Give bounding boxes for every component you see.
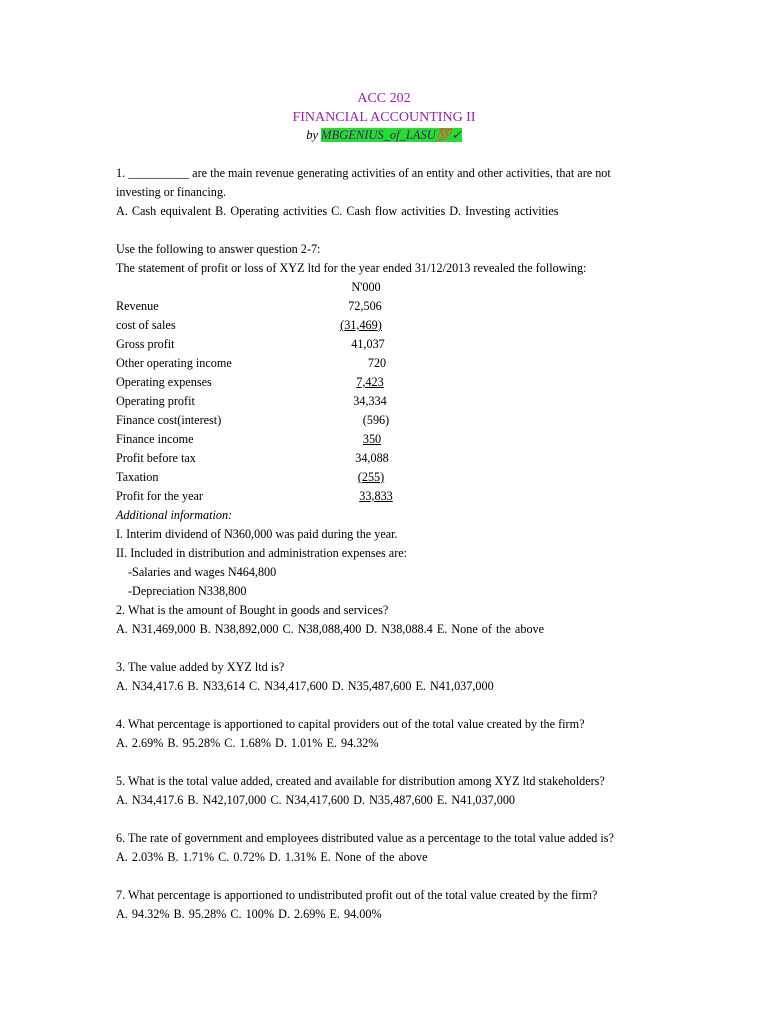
- additional-i: I. Interim dividend of N360,000 was paid during the year.: [116, 527, 398, 541]
- additional-salaries: -Salaries and wages N464,800: [128, 565, 277, 579]
- statement-value-profit-before-tax: 34,088: [355, 451, 389, 465]
- question-6: 6. The rate of government and employees distributed value as a percentage to the total value added is?: [116, 831, 614, 845]
- statement-label-operating-profit: Operating profit: [116, 394, 195, 408]
- statement-value-finance-cost: (596): [362, 413, 390, 427]
- course-code: ACC 202: [357, 91, 411, 106]
- statement-value-gross-profit: 41,037: [351, 337, 385, 351]
- statement-value-cost-of-sales: (31,469): [340, 318, 382, 332]
- question-3: 3. The value added by XYZ ltd is?: [116, 660, 285, 674]
- question-4-options: A. 2.69% B. 95.28% C. 1.68% D. 1.01% E. 94.32%: [116, 736, 379, 750]
- additional-ii: II. Included in distribution and administration expenses are:: [116, 546, 408, 560]
- statement-label-profit-for-year: Profit for the year: [116, 489, 203, 503]
- author-name: MBGENIUS_of_LASU: [321, 128, 436, 142]
- statement-label-taxation: Taxation: [116, 470, 159, 484]
- question-6-options: A. 2.03% B. 1.71% C. 0.72% D. 1.31% E. None of the above: [116, 850, 428, 864]
- statement-label-gross-profit: Gross profit: [116, 337, 175, 351]
- question-3-options: A. N34,417.6 B. N33,614 C. N34,417,600 D. N35,487,600 E. N41,037,000: [116, 679, 494, 693]
- statement-label-profit-before-tax: Profit before tax: [116, 451, 196, 465]
- question-7-options: A. 94.32% B. 95.28% C. 100% D. 2.69% E. 94.00%: [116, 907, 382, 921]
- question-7: 7. What percentage is apportioned to undistributed profit out of the total value created by the firm?: [116, 888, 598, 902]
- statement-value-revenue: 72,506: [348, 299, 382, 313]
- q1-options: A. Cash equivalent B. Operating activities C. Cash flow activities D. Investing activities: [116, 204, 559, 218]
- q1-line1: 1. __________ are the main revenue generating activities of an entity and other activities, that are not: [116, 166, 611, 180]
- statement-value-taxation: (255): [357, 470, 385, 484]
- byline: [0, 127, 768, 143]
- question-5: 5. What is the total value added, created and available for distribution among XYZ ltd stakeholders?: [116, 774, 605, 788]
- statement-label-other-income: Other operating income: [116, 356, 232, 370]
- statement-value-finance-income: 350: [362, 432, 382, 446]
- statement-value-operating-profit: 34,334: [353, 394, 387, 408]
- course-title: FINANCIAL ACCOUNTING II: [292, 110, 476, 125]
- q1-line2: investing or financing.: [116, 185, 227, 199]
- additional-depreciation: -Depreciation N338,800: [128, 584, 247, 598]
- by-prefix: by: [306, 128, 319, 142]
- question-2-options: A. N31,469,000 B. N38,892,000 C. N38,088,400 D. N38,088.4 E. None of the above: [116, 622, 545, 636]
- statement-label-finance-cost: Finance cost(interest): [116, 413, 222, 427]
- author-highlight: [321, 128, 462, 142]
- additional-heading: Additional information:: [116, 508, 233, 522]
- author-emoji: 💯✓: [435, 128, 462, 142]
- statement-label-operating-expenses: Operating expenses: [116, 375, 212, 389]
- question-2: 2. What is the amount of Bought in goods and services?: [116, 603, 389, 617]
- unit-label: N'000: [351, 280, 381, 294]
- question-4: 4. What percentage is apportioned to capital providers out of the total value created by the firm?: [116, 717, 585, 731]
- statement-label-cost-of-sales: cost of sales: [116, 318, 176, 332]
- statement-label-revenue: Revenue: [116, 299, 159, 313]
- statement-value-other-income: 720: [367, 356, 387, 370]
- intro-line1: Use the following to answer question 2-7:: [116, 242, 321, 256]
- question-5-options: A. N34,417.6 B. N42,107,000 C. N34,417,600 D. N35,487,600 E. N41,037,000: [116, 793, 515, 807]
- intro-line2: The statement of profit or loss of XYZ ltd for the year ended 31/12/2013 revealed the following:: [116, 261, 587, 275]
- statement-value-profit-for-year: 33,833: [359, 489, 393, 503]
- statement-value-operating-expenses: 7,423: [356, 375, 384, 389]
- statement-label-finance-income: Finance income: [116, 432, 194, 446]
